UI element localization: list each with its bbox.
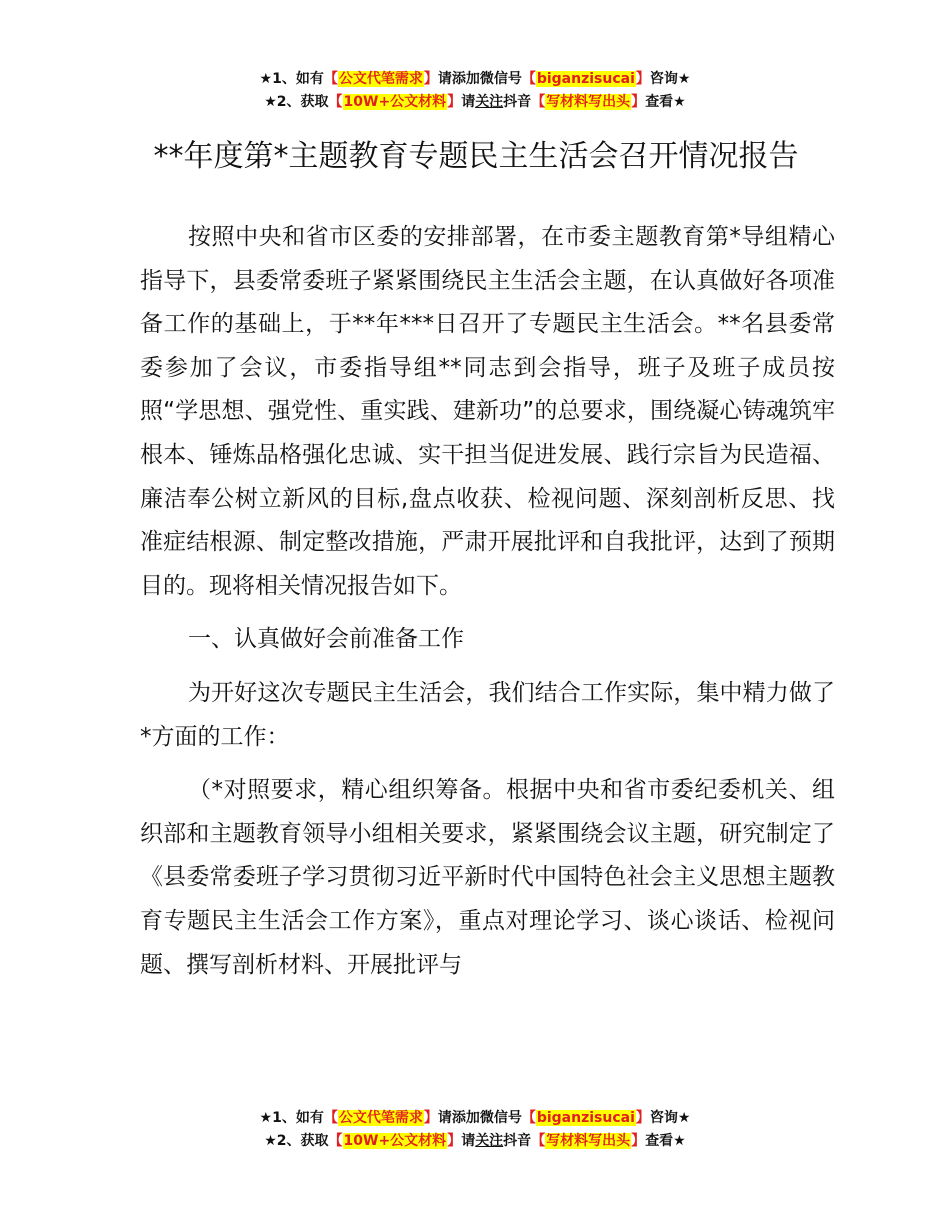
banner-emphasis: 添加 [451, 71, 480, 87]
highlight-service: 公文代笔需求 [338, 71, 423, 87]
highlight-wechat-id: biganzisucai [536, 71, 635, 87]
banner-text: ★1、如有 [259, 1110, 324, 1126]
banner-text: 咨询★ [649, 71, 691, 87]
bracket: 】 [631, 1133, 646, 1149]
highlight-douyin: 写材料写出头 [546, 94, 631, 110]
highlight-douyin: 写材料写出头 [546, 1133, 631, 1149]
banner-text: 抖音 [503, 94, 532, 110]
banner-text: ★2、获取 [264, 1133, 329, 1149]
bracket: 】 [631, 94, 646, 110]
highlight-materials: 10W+公文材料 [343, 1133, 447, 1149]
banner-text: 查看★ [645, 1133, 686, 1149]
highlight-wechat-id: biganzisucai [536, 1110, 635, 1126]
banner-text: 微信号 [479, 1110, 522, 1126]
banner-line-2 [0, 91, 950, 114]
paragraph-item-1: （*对照要求，精心组织筹备。根据中央和省市委纪委机关、组织部和主题教育领导小组相关要求，紧紧围绕会议主题，研究制定了《县委常委班子学习贯彻习近平新时代中国特色社会主义思想主题教育专题民主生活会工作方案》，重点对理论学习、谈心谈话、检视问题、撰写剖析材料、开展批评与 [140, 777, 835, 978]
bracket: 【 [323, 71, 338, 87]
bracket: 【 [521, 1110, 536, 1126]
banner-text: 请 [437, 1110, 452, 1126]
paragraph-prep: 为开好这次专题民主生活会，我们结合工作实际，集中精力做了*方面的工作： [140, 679, 835, 750]
banner-text: 请 [437, 71, 452, 87]
banner-line-1 [0, 68, 950, 91]
bracket: 】 [447, 1133, 462, 1149]
banner-text: 请 [461, 1133, 476, 1149]
bracket: 】 [423, 71, 438, 87]
bracket: 【 [323, 1110, 338, 1126]
banner-text: ★2、获取 [264, 94, 329, 110]
banner-text: 请 [461, 94, 476, 110]
bracket: 】 [423, 1110, 438, 1126]
banner-text: 咨询★ [649, 1110, 691, 1126]
banner-emphasis: 关注 [475, 1133, 504, 1149]
banner-text: 微信号 [479, 71, 522, 87]
highlight-materials: 10W+公文材料 [343, 94, 447, 110]
footer-banner [0, 1107, 950, 1153]
banner-text: ★1、如有 [259, 71, 324, 87]
bracket: 】 [635, 71, 650, 87]
header-banner [0, 68, 950, 114]
bracket: 【 [531, 1133, 546, 1149]
bracket: 【 [531, 94, 546, 110]
bracket: 【 [521, 71, 536, 87]
bracket: 】 [447, 94, 462, 110]
section-heading: 一、认真做好会前准备工作 [188, 626, 464, 653]
banner-emphasis: 添加 [451, 1110, 480, 1126]
banner-text: 查看★ [645, 94, 686, 110]
bracket: 【 [328, 1133, 343, 1149]
banner-line-1 [0, 1107, 950, 1130]
banner-line-2 [0, 1130, 950, 1153]
document-title: **年度第*主题教育专题民主生活会召开情况报告 [153, 139, 799, 175]
bracket: 【 [328, 94, 343, 110]
highlight-service: 公文代笔需求 [338, 1110, 423, 1126]
banner-text: 抖音 [503, 1133, 532, 1149]
document-body [140, 216, 835, 987]
banner-emphasis: 关注 [475, 94, 504, 110]
bracket: 】 [635, 1110, 650, 1126]
paragraph-intro: 按照中央和省市区委的安排部署，在市委主题教育第*导组精心指导下，县委常委班子紧紧围绕民主生活会主题，在认真做好各项准备工作的基础上，于**年***日召开了专题民主生活会。**名县委常委参加了会议，市委指导组**同志到会指导，班子及班子成员按照“学思想、强党性、重实践、建新功”的总要求，围绕凝心铸魂筑牢根本、锤炼品格强化忠诚、实干担当促进发展、践行宗旨为民造福、廉洁奉公树立新风的目标,盘点收获、检视问题、深刻剖析反思、找准症结根源、制定整改措施，严肃开展批评和自我批评，达到了预期目的。现将相关情况报告如下。 [140, 224, 835, 599]
